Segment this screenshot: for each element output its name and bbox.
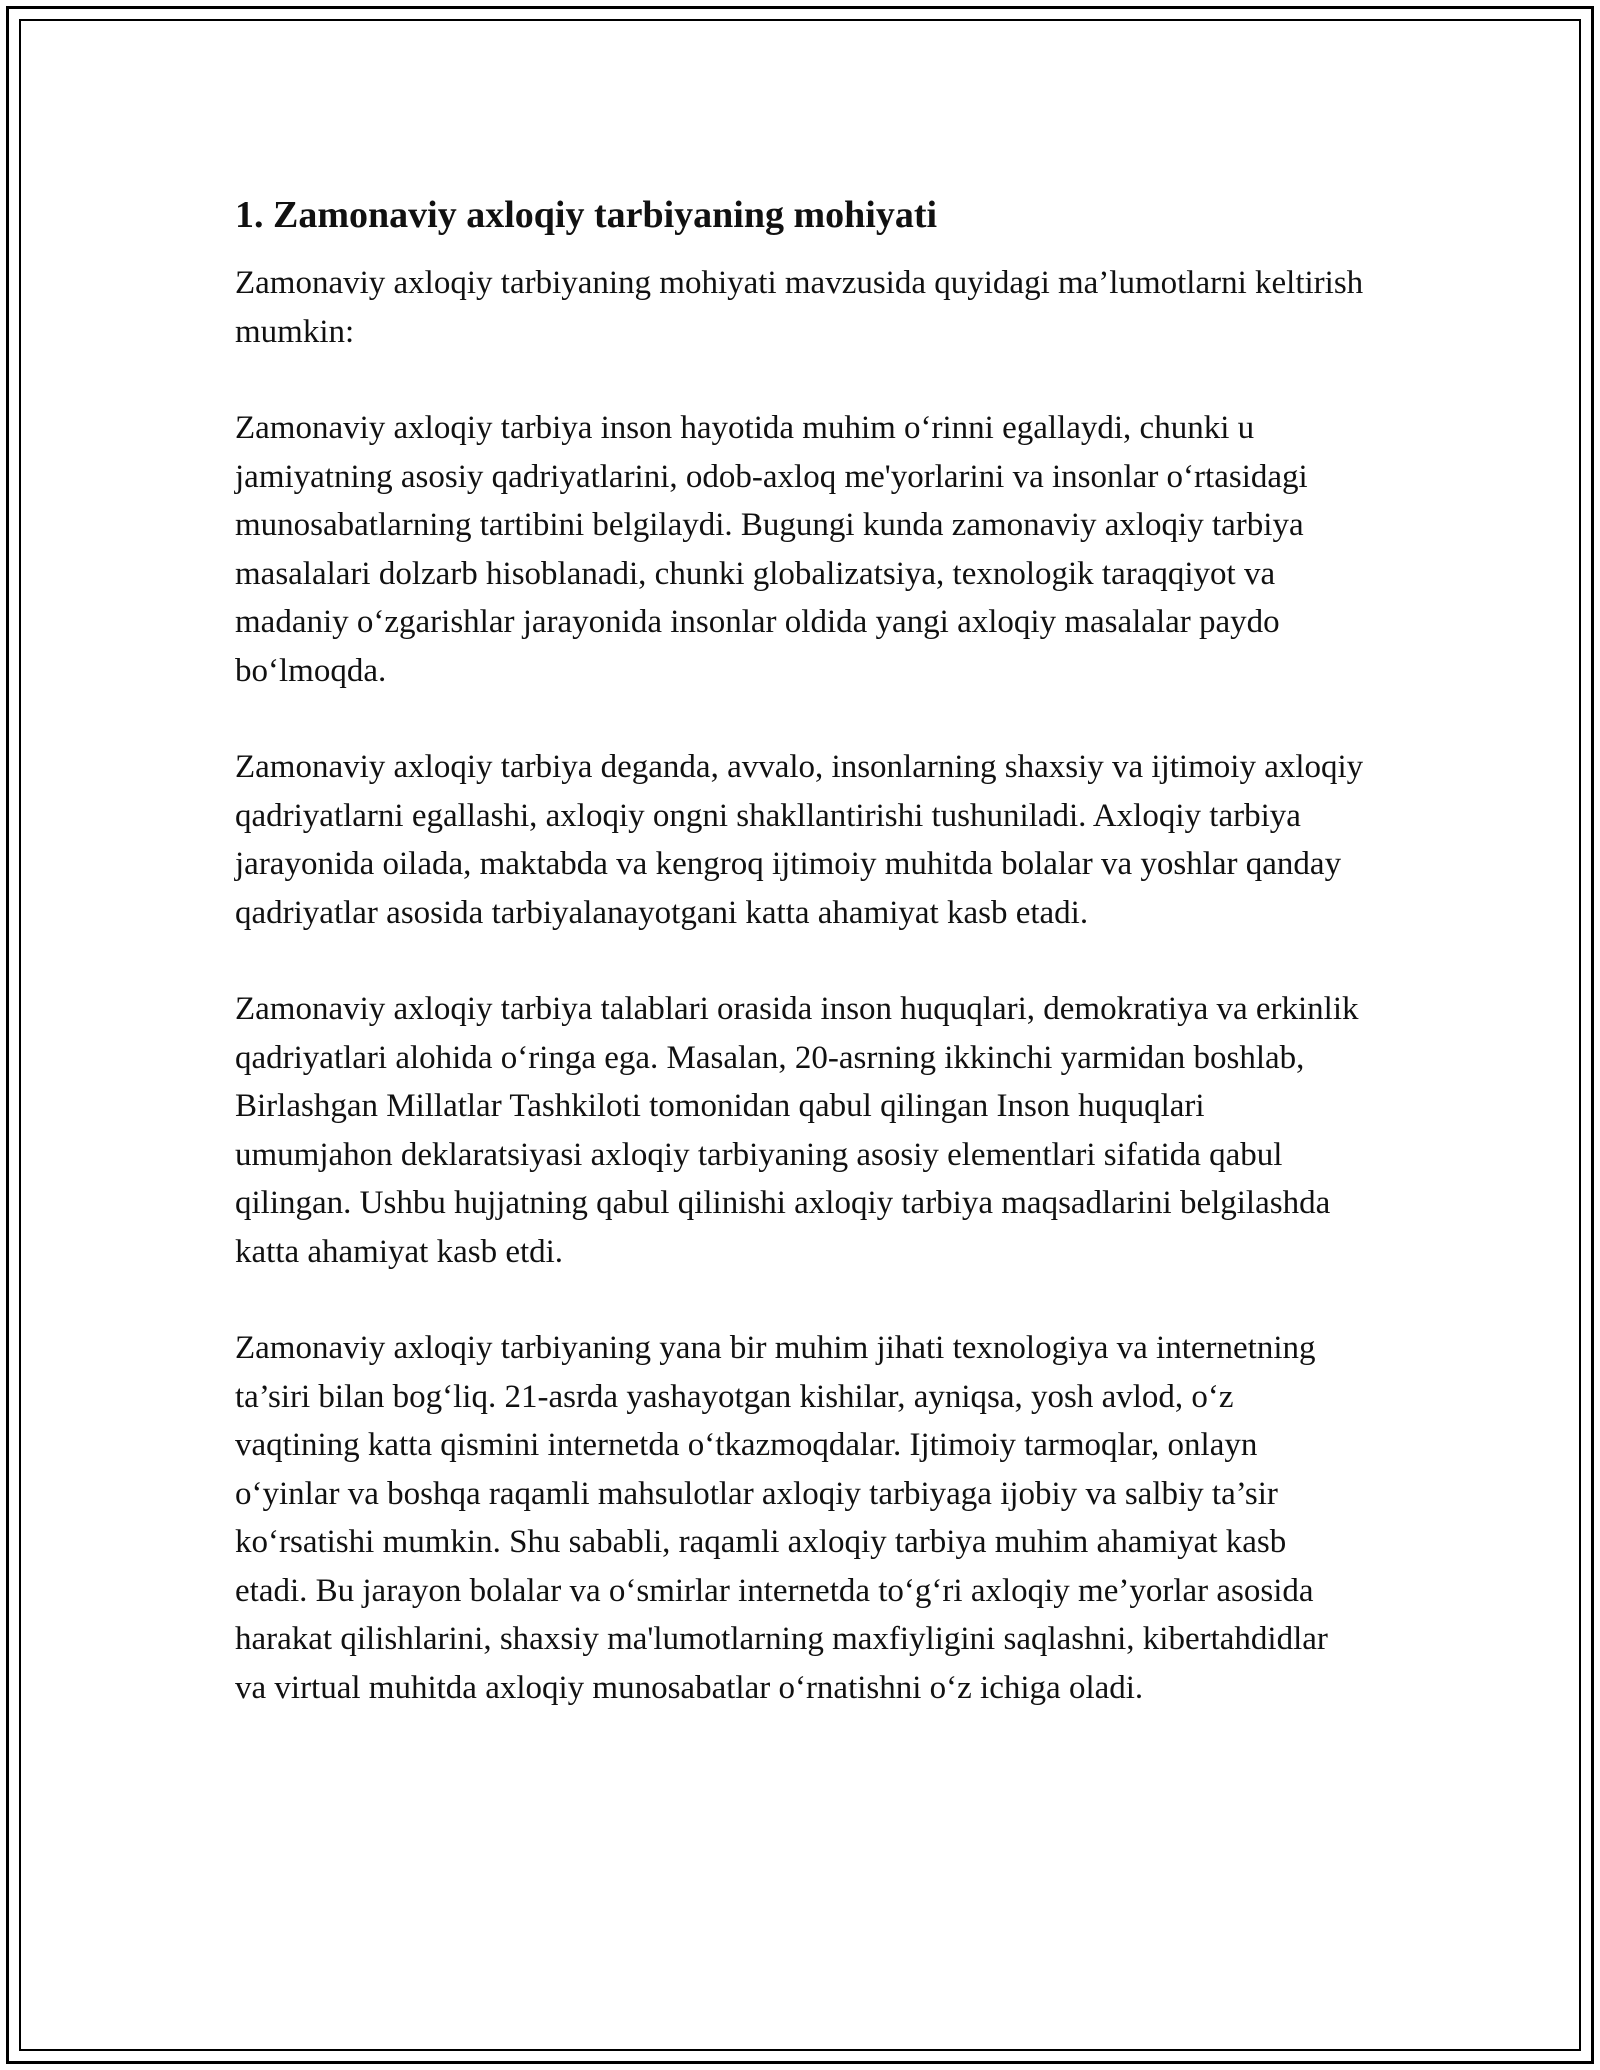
intro-paragraph: Zamonaviy axloqiy tarbiyaning mohiyati mavzusida quyidagi ma’lumotlarni keltirish mumkin:: [235, 265, 1364, 350]
paragraph-technology: Zamonaviy axloqiy tarbiyaning yana bir muhim jihati texnologiya va internetning ta’siri bilan bog‘liq. 21-asrda yashayotgan kishilar, ayniqsa, yosh avlod, o‘z vaqtining katta qismini internetda o‘tkazmoqdalar. Ijtimoiy tarmoqlar, onlayn o‘yinlar va boshqa raqamli mahsulotlar axloqiy tarbiyaga ijobiy va salbiy ta’sir ko‘rsatishi mumkin. Shu sababli, raqamli axloqiy tarbiya muhim ahamiyat kasb etadi. Bu jarayon bolalar va o‘smirlar internetda to‘g‘ri axloqiy me’yorlar asosida harakat qilishlarini, shaxsiy ma'lumotlarning maxfiyligini saqlashni, kibertahdidlar va virtual muhitda axloqiy munosabatlar o‘rnatishni o‘z ichiga oladi.: [235, 1330, 1328, 1706]
section-heading: 1. Zamonaviy axloqiy tarbiyaning mohiyati: [235, 194, 938, 236]
paragraph-human-rights: Zamonaviy axloqiy tarbiya talablari orasida inson huquqlari, demokratiya va erkinlik qadriyatlari alohida o‘ringa ega. Masalan, 20-asrning ikkinchi yarmidan boshlab, Birlashgan Millatlar Tashkiloti tomonidan qabul qilingan Inson huquqlari umumjahon deklaratsiyasi axloqiy tarbiyaning asosiy elementlari sifatida qabul qilingan. Ushbu hujjatning qabul qilinishi axloqiy tarbiya maqsadlarini belgilashda katta ahamiyat kasb etdi.: [235, 991, 1359, 1270]
paragraph-importance: Zamonaviy axloqiy tarbiya inson hayotida muhim o‘rinni egallaydi, chunki u jamiyatning asosiy qadriyatlarini, odob-axloq me'yorlarini va insonlar o‘rtasidagi munosabatlarning tartibini belgilaydi. Bugungi kunda zamonaviy axloqiy tarbiya masalalari dolzarb hisoblanadi, chunki globalizatsiya, texnologik taraqqiyot va madaniy o‘zgarishlar jarayonida insonlar oldida yangi axloqiy masalalar paydo bo‘lmoqda.: [235, 410, 1308, 689]
document-body: [235, 185, 1365, 1760]
paragraph-definition: Zamonaviy axloqiy tarbiya deganda, avvalo, insonlarning shaxsiy va ijtimoiy axloqiy qadriyatlarni egallashi, axloqiy ongni shakllantirishi tushuniladi. Axloqiy tarbiya jarayonida oilada, maktabda va kengroq ijtimoiy muhitda bolalar va yoshlar qanday qadriyatlar asosida tarbiyalanayotgani katta ahamiyat kasb etadi.: [235, 749, 1364, 931]
